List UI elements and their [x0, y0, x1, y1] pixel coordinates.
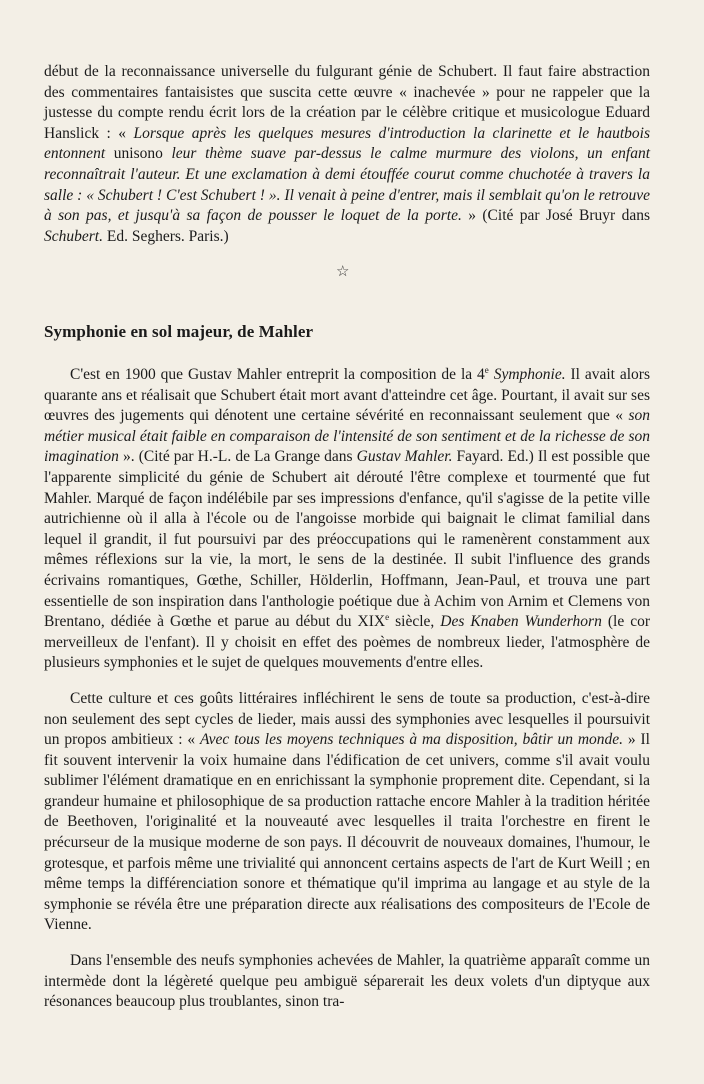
- p1-text: ». (Cité par H.-L. de La Grange dans: [118, 448, 357, 466]
- p1-text: Fayard. Ed.) Il est possible que l'apparente simplicité du génie de Schubert ait dérouté l'être complexe et tourmenté que fut Mahler. Marqué de façon indélébile par ses impressions d'enfance, qu'il s'agisse de la petite ville autrichienne où il alla à l'école ou de l'angoisse morbide qui baignait le climat familial dans lequel il grandit, il fut poursuivi par des préoccupations qui le ramenèrent constamment aux mêmes réflexions sur la vie, la mort, le sens de la destinée. Il subit l'influence des grands écrivains romantiques, Gœthe, Schiller, Hölderlin, Hoffmann, Jean-Paul, et trouva une part essentielle de son inspiration dans l'anthologie poétique due à Achim von Arnim et Clemens von Brentano, dédiée à Gœthe et parue au début du XIX: [44, 448, 650, 631]
- p1-text: (le cor merveilleux de l'enfant). Il y choisit en effet des poèmes de nombreux lieder, l'atmosphère de plusieurs symphonies et le sujet de quelques mouvements d'entre elles.: [44, 613, 650, 672]
- hanslick-quote-1: Lorsque après les quelques mesures d'introduction la clarinette et le hautbois entonnent: [44, 124, 650, 163]
- paragraph-2: [44, 689, 650, 936]
- hanslick-quote-2: leur thème suave par-dessus le calme murmure des violons, un enfant reconnaîtrait l'auteur. Et une exclamation à demi étouffée courut comme chuchotée à travers la salle : « Schubert ! C'est Schubert ! ». Il venait à peine d'entrer, mais il semblait qu'on le retrouve à son pas, et jusqu'à sa façon de pousser le loquet de la porte.: [44, 145, 650, 225]
- p1-text: siècle,: [389, 613, 441, 631]
- book-title: Gustav Mahler.: [356, 448, 453, 466]
- wunderhorn-title: Des Knaben Wunderhorn: [440, 613, 602, 631]
- p1-text: C'est en 1900 que Gustav Mahler entreprit la composition de la 4: [70, 366, 485, 383]
- section-body: [44, 365, 650, 1013]
- p2-text: » Il fit souvent intervenir la voix humaine dans l'édification de cet univers, comme s'il avait voulu sublimer l'élément dramatique en en enrichissant la symphonie proprement dite. Cependant, si la grandeur humaine et philosophique de sa production rattache encore Mahler à la tradition héritée de Beethoven, l'originalité et la nouveauté avec lesquelles il traita l'orchestre en firent le précurseur de la musique moderne de son pays. Il découvrit de nouveaux domaines, l'humour, le grotesque, et parfois même une trivialité qui annoncent certains aspects de l'art de Kurt Weill ; en même temps la différenciation sonore et thématique qu'il imprima au langage et au style de la symphonie se révéla être une préparation directe aux réalisations des compositeurs de l'Ecole de Vienne.: [44, 731, 650, 934]
- section-heading: Symphonie en sol majeur, de Mahler: [44, 322, 314, 341]
- intro-text: début de la reconnaissance universelle du fulgurant génie de Schubert. Il faut faire abstraction des commentaires fantaisistes que suscita cette œuvre « inachevée » pour ne rappeler que la justesse du compte rendu écrit lors de la création par le célèbre critique et musicologue Eduard Hanslick : «: [44, 63, 650, 142]
- intro-text-unisono: unisono: [105, 145, 172, 163]
- intro-paragraph: [44, 62, 650, 247]
- p2-text: Cette culture et ces goûts littéraires infléchirent le sens de toute sa production, c'est-à-dire non seulement des sept cycles de lieder, mais aussi des symphonies avec lesquelles il poursuivit un propos ambitieux : «: [44, 689, 650, 749]
- mahler-quote-2: Avec tous les moyens techniques à ma disposition, bâtir un monde.: [200, 731, 624, 749]
- citation-source: Schubert.: [44, 227, 103, 245]
- mahler-quote: son métier musical était faible en comparaison de l'intensité de son sentiment et de la richesse de son imagination: [44, 407, 650, 466]
- superscript: e: [484, 364, 489, 375]
- symphonie-title: Symphonie.: [493, 366, 566, 383]
- superscript: e: [385, 611, 390, 622]
- star-separator-icon: ☆: [336, 264, 350, 280]
- p1-text: Il avait alors quarante ans et réalisait que Schubert était mort avant d'atteindre cet âge. Pourtant, il avait sur ses œuvres des jugements qui dénotent une certaine sévérité en reconnaissant seulement que «: [44, 366, 651, 425]
- paragraph-1: [44, 365, 650, 674]
- citation-publisher: Ed. Seghers. Paris.): [102, 227, 229, 245]
- paragraph-3: Dans l'ensemble des neufs symphonies achevées de Mahler, la quatrième apparaît comme un intermède dont la légèreté quelque peu ambiguë séparerait les deux volets d'un diptyque aux résonances beaucoup plus troublantes, sinon tra-: [44, 952, 650, 1011]
- intro-citation: » (Cité par José Bruyr dans: [461, 207, 650, 225]
